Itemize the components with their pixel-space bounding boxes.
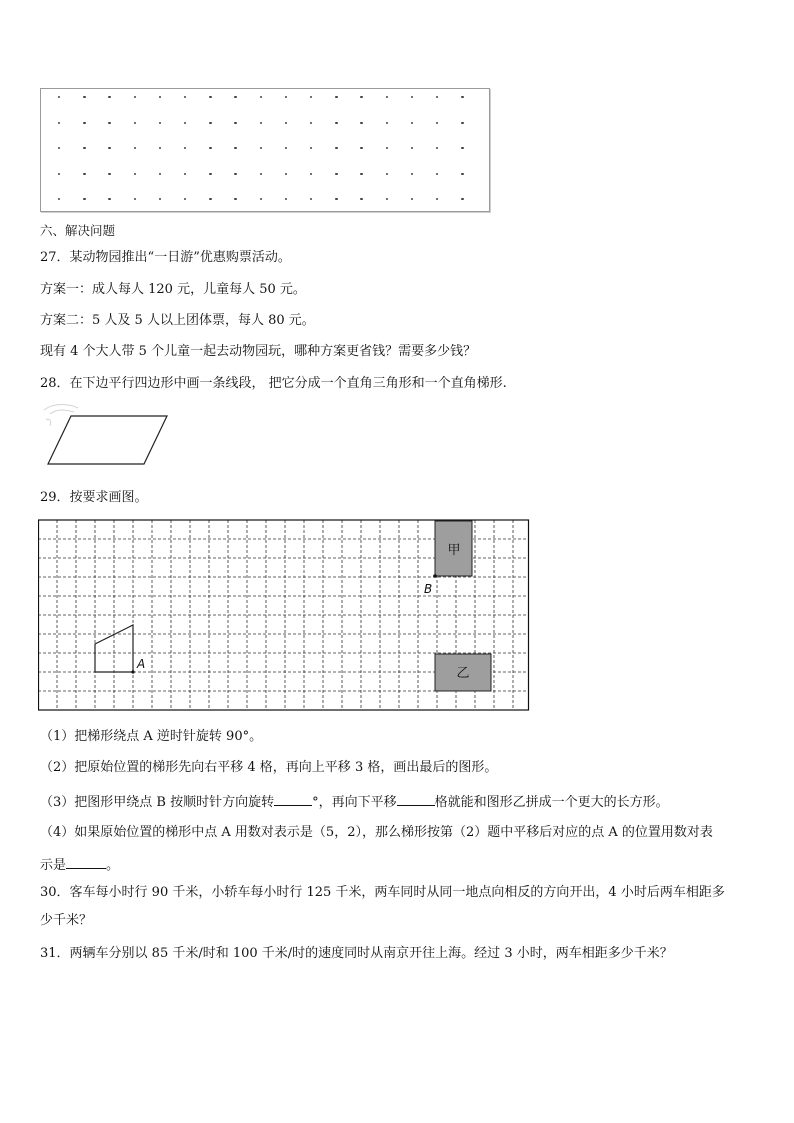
grid-dot <box>108 122 110 124</box>
dot-grid-paper <box>40 88 490 212</box>
grid-dot <box>411 198 413 200</box>
grid-dot <box>209 122 211 124</box>
grid-dot <box>83 96 85 98</box>
grid-dot <box>411 147 413 149</box>
grid-dot <box>58 173 60 175</box>
grid-dot <box>386 96 388 98</box>
grid-dot <box>260 147 262 149</box>
q30-line1: 30．客车每小时行 90 千米，小轿车每小时行 125 千米，两车同时从同一地点向相反的方向开出，4 小时后两车相距多 <box>40 885 725 900</box>
label-B: B <box>424 582 433 596</box>
grid-dot <box>260 122 262 124</box>
grid-dot <box>360 147 362 149</box>
grid-dot <box>436 96 438 98</box>
angle-answer-blank[interactable] <box>274 792 312 806</box>
grid-dot <box>461 147 463 149</box>
point-B <box>433 574 437 578</box>
grid-dot <box>184 96 186 98</box>
grid-dot <box>386 198 388 200</box>
grid-dot <box>184 173 186 175</box>
grid-dot <box>461 198 463 200</box>
grid-dot <box>184 198 186 200</box>
grid-dot <box>386 173 388 175</box>
q29-sub2: （2）把原始位置的梯形先向右平移 4 格，再向上平移 3 格，画出最后的图形。 <box>40 760 498 775</box>
grid-dot <box>335 173 337 175</box>
grid-dot <box>260 198 262 200</box>
grid-dot <box>260 96 262 98</box>
point-A <box>131 670 134 673</box>
grid-dot <box>386 147 388 149</box>
grid-dot <box>310 198 312 200</box>
grid-dot <box>209 147 211 149</box>
grid-dot <box>285 122 287 124</box>
grid-dot <box>285 173 287 175</box>
grid-dot <box>234 173 236 175</box>
q29-sub3-part2: °，再向下平移 <box>312 795 397 810</box>
grid-dot <box>461 96 463 98</box>
q28-text: 28．在下边平行四边形中画一条线段， 把它分成一个直角三角形和一个直角梯形. <box>40 376 507 391</box>
grid-dot <box>260 173 262 175</box>
grid-dot <box>285 96 287 98</box>
grid-dot <box>461 173 463 175</box>
grid-dot <box>360 173 362 175</box>
grid-dot <box>184 147 186 149</box>
grid-dot <box>108 198 110 200</box>
q27-plan1: 方案一：成人每人 120 元，儿童每人 50 元。 <box>40 282 306 297</box>
grid-dot <box>184 122 186 124</box>
grid-dot <box>83 147 85 149</box>
grid-dot <box>436 122 438 124</box>
q29-sub3-part1: （3）把图形甲绕点 B 按顺时针方向旋转 <box>40 795 275 810</box>
grid-dot <box>108 147 110 149</box>
q27-plan2: 方案二：5 人及 5 人以上团体票，每人 80 元。 <box>40 313 315 328</box>
grid-dot <box>234 147 236 149</box>
grid-dot <box>360 198 362 200</box>
square-grid-figure <box>38 519 531 712</box>
grid-dot <box>386 122 388 124</box>
grid-dot <box>108 96 110 98</box>
grid-dot <box>83 173 85 175</box>
grid-dot <box>134 96 136 98</box>
grid-dot <box>159 173 161 175</box>
q31-text: 31．两辆车分别以 85 千米/时和 100 千米/时的速度同时从南京开往上海。经过 3 小时，两车相距多少千米？ <box>40 946 673 961</box>
q29-sub4-line2 <box>40 855 119 874</box>
grid-dot <box>436 173 438 175</box>
grid-dot <box>310 147 312 149</box>
grid-dot <box>234 122 236 124</box>
grid-dot <box>58 122 60 124</box>
grid-dot <box>335 96 337 98</box>
grid-dot <box>134 122 136 124</box>
q27-line1: 27．某动物园推出“一日游”优惠购票活动。 <box>40 250 291 265</box>
grid-dot <box>335 147 337 149</box>
label-jia: 甲 <box>447 543 461 558</box>
q27-question: 现有 4 个大人带 5 个儿童一起去动物园玩，哪种方案更省钱？需要多少钱？ <box>40 344 477 359</box>
grid-dot <box>209 198 211 200</box>
grid-dot <box>411 96 413 98</box>
grid-dot <box>335 122 337 124</box>
grid-dot <box>58 96 60 98</box>
grid-dot <box>108 173 110 175</box>
grid-dot <box>159 198 161 200</box>
label-A: A <box>137 657 146 671</box>
grid-dot <box>58 147 60 149</box>
grid-dot <box>134 147 136 149</box>
q29-sub1: （1）把梯形绕点 A 逆时针旋转 90°。 <box>40 729 263 744</box>
grid-dot <box>234 96 236 98</box>
q29-title: 29．按要求画图。 <box>40 490 148 505</box>
parallelogram-figure <box>40 398 180 470</box>
grid-dot <box>335 198 337 200</box>
grid-dot <box>209 173 211 175</box>
grid-dot <box>436 147 438 149</box>
shift-answer-blank[interactable] <box>397 792 435 806</box>
paper-watermark-mark <box>44 405 78 427</box>
parallelogram <box>48 416 167 464</box>
q30-line2: 少千米？ <box>40 913 93 928</box>
q29-sub4-suffix: 。 <box>106 858 120 873</box>
q29-sub3-part3: 格就能和图形乙拼成一个更大的长方形。 <box>434 795 669 810</box>
grid-dot <box>58 198 60 200</box>
q29-sub4-line1: （4）如果原始位置的梯形中点 A 用数对表示是（5，2），那么梯形按第（2）题中平移后对应的点 A 的位置用数对表 <box>40 825 713 840</box>
grid-dot <box>159 122 161 124</box>
grid-dot <box>461 122 463 124</box>
grid-dot <box>83 198 85 200</box>
grid-dot <box>411 122 413 124</box>
q29-sub4-prefix: 示是 <box>40 858 67 873</box>
grid-dot <box>310 122 312 124</box>
grid-dot <box>285 147 287 149</box>
q29-sub3 <box>40 792 669 811</box>
label-yi: 乙 <box>456 666 470 681</box>
grid-dot <box>209 96 211 98</box>
grid-dot <box>134 173 136 175</box>
grid-dot <box>436 198 438 200</box>
section-heading: 六、解决问题 <box>40 223 116 238</box>
grid-dot <box>83 122 85 124</box>
grid-dot <box>285 198 287 200</box>
grid-dot <box>234 198 236 200</box>
grid-dot <box>159 96 161 98</box>
grid-dot <box>310 173 312 175</box>
grid-dot <box>159 147 161 149</box>
grid-dot <box>360 122 362 124</box>
grid-dot <box>134 198 136 200</box>
grid-dot <box>360 96 362 98</box>
grid-dot <box>411 173 413 175</box>
pair-answer-blank[interactable] <box>66 855 106 869</box>
grid-dot <box>310 96 312 98</box>
